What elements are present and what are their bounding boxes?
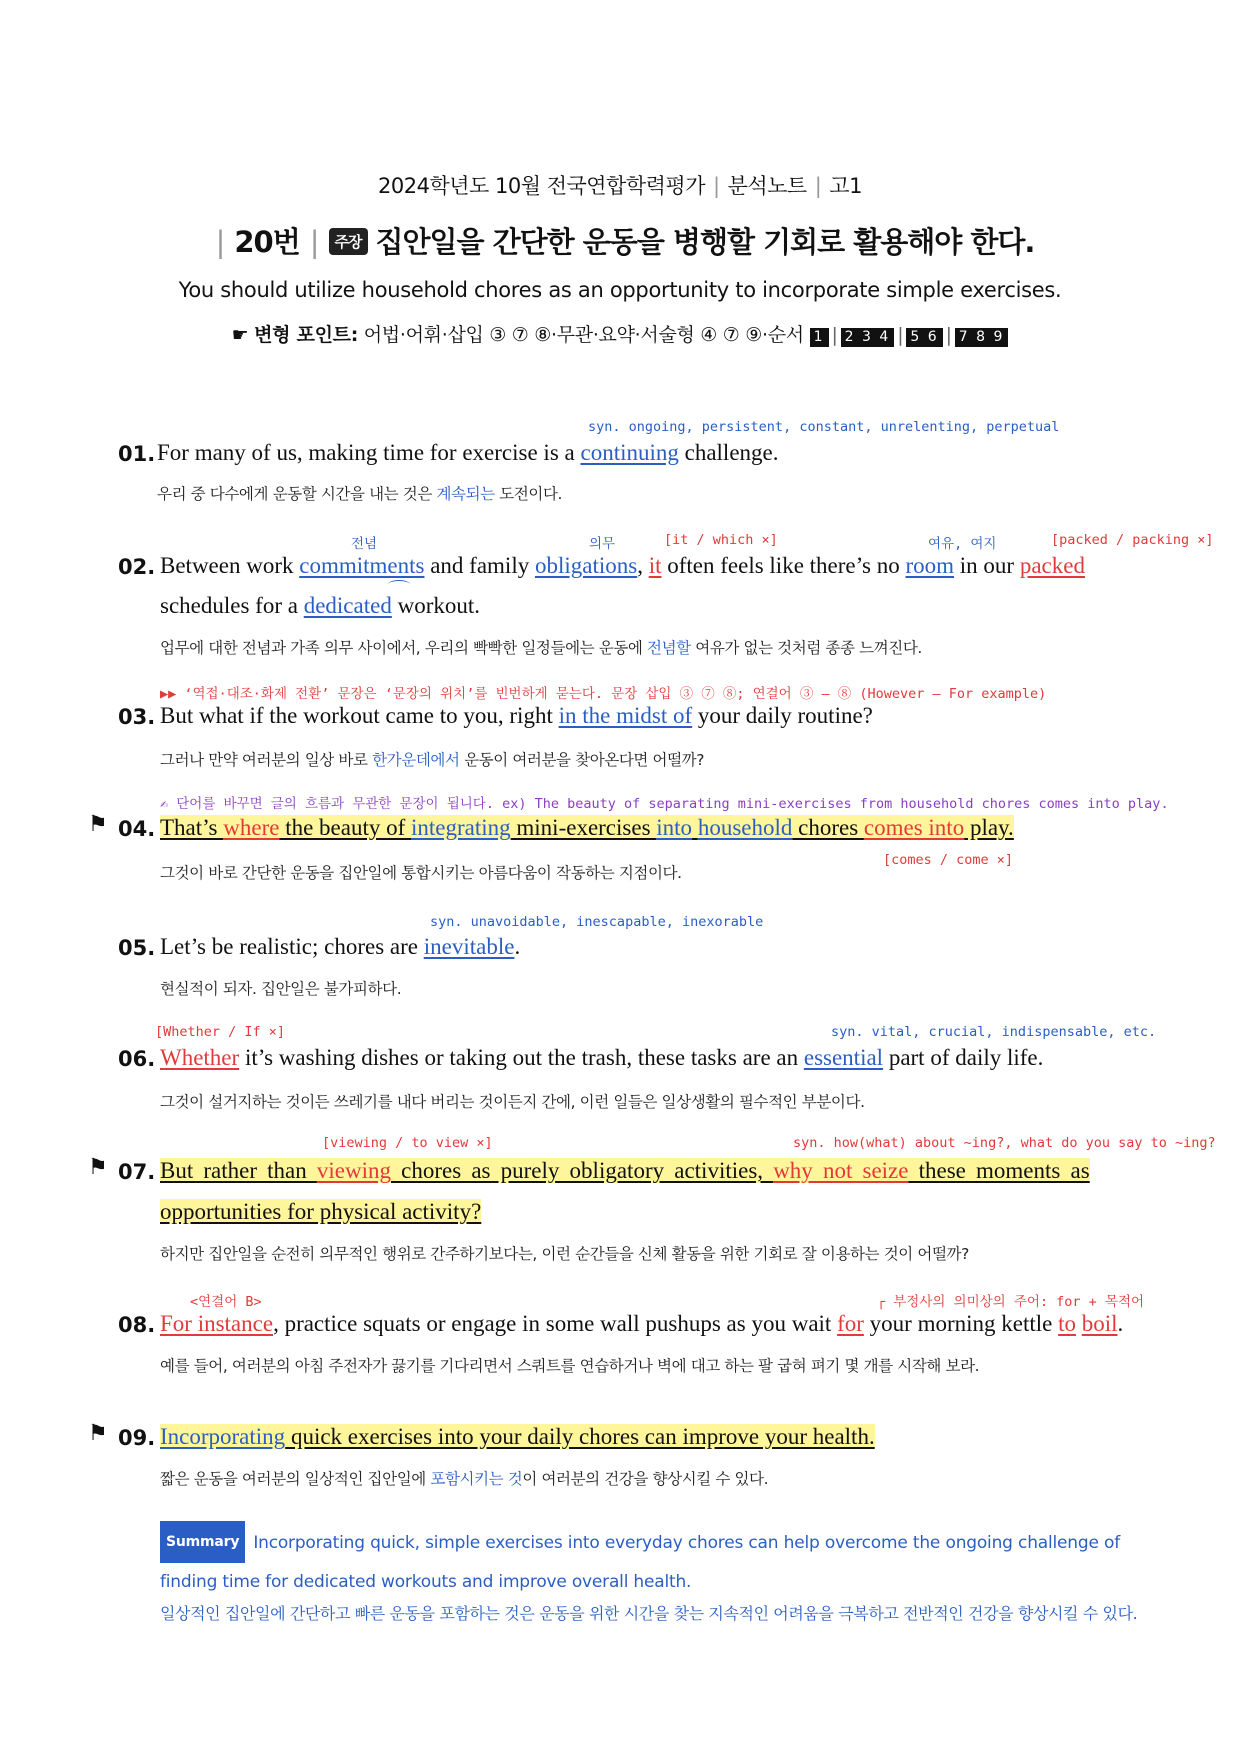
- highlighted-sentence: [160, 1158, 1090, 1183]
- grammar-word: where: [223, 815, 280, 840]
- header-part2: 분석노트: [727, 174, 807, 198]
- flag-icon: ⚑: [88, 1155, 108, 1180]
- key-word: in the midst of: [558, 703, 693, 728]
- text-run: .: [1117, 1311, 1124, 1336]
- sentence-05: [160, 934, 520, 960]
- text-run: the beauty of: [279, 815, 412, 840]
- highlighted-sentence: opportunities for physical activity?: [160, 1199, 482, 1224]
- title-text: 집안일을 간단한 운동을 병행할 기회로 활용해야 한다.: [375, 225, 1035, 259]
- text-run: chores: [792, 815, 864, 840]
- word-note: 여유, 여지: [928, 536, 997, 552]
- text-run: your morning kettle: [863, 1311, 1059, 1336]
- sentence-number: 04.: [118, 817, 156, 841]
- synonym-note: syn. ongoing, persistent, constant, unrelenting, perpetual: [588, 419, 1060, 435]
- text-run: ,: [637, 553, 649, 578]
- key-word-ko: 한가운데에서: [372, 751, 460, 769]
- key-word: essential: [803, 1045, 884, 1070]
- sentence-08: [160, 1311, 1123, 1337]
- text-run: quick exercises into your daily chores can improve your health.: [285, 1424, 875, 1449]
- sentence-03: [160, 703, 873, 729]
- text-run: it’s washing dishes or taking out the trash, these tasks are an: [239, 1045, 804, 1070]
- text-run: 운동이 여러분을 찾아온다면 어떨까?: [459, 751, 705, 769]
- sentence-number: 03.: [118, 705, 156, 729]
- text-run: 도전이다.: [494, 485, 563, 503]
- text-run: part of daily life.: [883, 1045, 1044, 1070]
- text-run: 우리 중 다수에게 운동할 시간을 내는 것은: [157, 485, 437, 503]
- topic-tag: 주장: [329, 228, 368, 255]
- grammar-word: why not seize: [773, 1158, 909, 1183]
- text-run: play.: [964, 815, 1014, 840]
- summary-korean: 일상적인 집안일에 간단하고 빠른 운동을 포함하는 것은 운동을 위한 시간을 찾는 지속적인 어려움을 극복하고 전반적인 건강을 향상시킬 수 있다.: [160, 1604, 1138, 1623]
- summary-text: Incorporating quick, simple exercises into everyday chores can help overcome the ongoing challenge of finding time for dedicated workouts and improve overall health.: [160, 1533, 1120, 1592]
- synonym-note: syn. vital, crucial, indispensable, etc.: [831, 1024, 1157, 1040]
- translation-05: 현실적이 되자. 집안일은 불가피하다.: [160, 980, 402, 998]
- grammar-note: [it / which ×]: [664, 532, 778, 548]
- text-run: challenge.: [678, 440, 779, 465]
- text-run: .: [514, 934, 521, 959]
- text-run: 여유가 없는 것처럼 종종 느껴진다.: [690, 639, 922, 657]
- key-word-ko: 전념할: [647, 639, 691, 657]
- exam-name: 2024학년도 10월 전국연합학력평가: [378, 174, 705, 198]
- writing-tip-note: ✍ 단어를 바꾸면 글의 흐름과 무관한 문장이 됩니다. ex) The beauty of separating mini-exercises from household chores comes into play.: [160, 796, 1169, 812]
- translation-03: [160, 748, 704, 770]
- order-box: 7 8 9: [955, 328, 1009, 347]
- sentence-07-line2: [160, 1199, 481, 1225]
- translation-01: [157, 482, 562, 504]
- text-run: For many of us, making time for exercise is a: [157, 440, 581, 465]
- text-run: , practice squats or engage in some wall pushups as you wait: [273, 1311, 838, 1336]
- key-word: household: [697, 815, 793, 840]
- text-run: these moments as: [908, 1158, 1090, 1183]
- text-run: in our: [954, 553, 1020, 578]
- expression-note: syn. how(what) about ~ing?, what do you say to ~ing?: [793, 1135, 1216, 1151]
- order-box: 5 6: [906, 328, 942, 347]
- key-word: commitments: [299, 553, 425, 578]
- translation-06: 그것이 설거지하는 것이든 쓰레기를 내다 버리는 것이든지 간에, 이런 일들은 일상생활의 필수적인 부분이다.: [160, 1093, 865, 1111]
- key-word: inevitable: [423, 934, 515, 959]
- grammar-note: ┌ 부정사의 의미상의 주어: for + 목적어: [877, 1294, 1145, 1310]
- text-run: chores as purely obligatory activities,: [391, 1158, 774, 1183]
- document-header: 2024학년도 10월 전국연합학력평가 | 분석노트 | 고1: [378, 174, 862, 198]
- connector-note: <연결어 B>: [190, 1294, 262, 1310]
- header-part3: 고1: [829, 174, 862, 198]
- key-word: continuing: [580, 440, 679, 465]
- text-run: mini-exercises: [510, 815, 657, 840]
- translation-08: 예를 들어, 여러분의 아침 주전자가 끓기를 기다리면서 스쿼트를 연습하거나 벽에 대고 하는 팔 굽혀 펴기 몇 개를 시작해 보라.: [160, 1357, 980, 1375]
- flag-icon: ⚑: [88, 812, 108, 837]
- translation-09: [160, 1467, 768, 1489]
- sentence-09: [160, 1424, 875, 1450]
- sentence-number: 08.: [118, 1313, 156, 1337]
- sentence-06: [160, 1045, 1043, 1071]
- points-text: 어법·어휘·삽입 ③ ⑦ ⑧·무관·요약·서술형 ④ ⑦ ⑨·순서: [363, 324, 804, 346]
- word-note: 의무: [589, 536, 616, 552]
- grammar-word: viewing: [316, 1158, 392, 1183]
- grammar-word: packed: [1019, 553, 1085, 578]
- flag-icon: ⚑: [88, 1421, 108, 1446]
- text-run: and family: [424, 553, 535, 578]
- key-word-ko: 포함시키는 것: [430, 1470, 523, 1488]
- grammar-word: Whether: [160, 1045, 240, 1070]
- translation-02: [160, 636, 922, 658]
- key-word: into: [656, 815, 693, 840]
- synonym-note: syn. unavoidable, inescapable, inexorable: [430, 914, 764, 930]
- highlighted-sentence: [160, 815, 1014, 840]
- points-label: 변형 포인트:: [254, 324, 358, 346]
- order-box: 1: [810, 328, 829, 347]
- grammar-word: boil: [1081, 1311, 1118, 1336]
- exam-tip-note: ▶▶ ‘역접·대조·화제 전환’ 문장은 ‘문장의 위치’를 빈번하게 묻는다. 문장 삽입 ③ ⑦ ⑧; 연결어 ③ – ⑧ (However – For example): [160, 686, 1047, 702]
- text-run: schedules for a: [160, 593, 304, 618]
- grammar-note: [viewing / to view ×]: [322, 1135, 493, 1151]
- word-note: 전념: [351, 536, 378, 552]
- sentence-number: 02.: [118, 555, 156, 579]
- question-number: 20번: [234, 225, 300, 259]
- hand-icon: ☛: [231, 324, 249, 346]
- text-run: That’s: [160, 815, 224, 840]
- key-word-ko: 계속되는: [436, 485, 495, 503]
- key-word: dedicated: [303, 593, 392, 618]
- sentence-01: [157, 440, 779, 466]
- grammar-word: it: [648, 553, 662, 578]
- sentence-number: 06.: [118, 1047, 156, 1071]
- highlighted-sentence: [160, 1424, 875, 1449]
- sentence-04: [160, 815, 1014, 841]
- key-word: Incorporating: [160, 1424, 286, 1449]
- text-run: workout.: [391, 593, 480, 618]
- text-run: 짧은 운동을 여러분의 일상적인 집안일에: [160, 1470, 431, 1488]
- grammar-word: comes into: [863, 815, 965, 840]
- order-box: 2 3 4: [841, 328, 895, 347]
- sentence-02: [160, 553, 1085, 579]
- grammar-word: to: [1058, 1311, 1076, 1336]
- page-title: | 20번 | 주장 집안일을 간단한 운동을 병행할 기회로 활용해야 한다.: [215, 225, 1035, 259]
- variation-points: ☛ 변형 포인트: 어법·어휘·삽입 ③ ⑦ ⑧·무관·요약·서술형 ④ ⑦ ⑨·순서 1 | 2 3 4 | 5 6 | 7 8 9: [0, 320, 1240, 347]
- summary-badge: Summary: [160, 1521, 245, 1563]
- sentence-02-line2: [160, 593, 480, 619]
- key-word: integrating: [411, 815, 511, 840]
- subtitle: You should utilize household chores as an opportunity to incorporate simple exercises.: [178, 278, 1062, 302]
- text-run: Between work: [160, 553, 300, 578]
- key-word: room: [905, 553, 955, 578]
- grammar-note: [Whether / If ×]: [155, 1024, 286, 1040]
- modifier-arc: [388, 580, 410, 589]
- translation-04: 그것이 바로 간단한 운동을 집안일에 통합시키는 아름다움이 작동하는 지점이다.: [160, 864, 682, 882]
- text-run: 이 여러분의 건강을 향상시킬 수 있다.: [522, 1470, 769, 1488]
- text-run: 그러나 만약 여러분의 일상 바로: [160, 751, 373, 769]
- grammar-note: [packed / packing ×]: [1051, 532, 1214, 548]
- text-run: But what if the workout came to you, right: [160, 703, 559, 728]
- summary-english: [160, 1521, 1120, 1601]
- sentence-number: 09.: [118, 1426, 156, 1450]
- grammar-note: [comes / come ×]: [883, 852, 1014, 868]
- sentence-number: 07.: [118, 1160, 156, 1184]
- grammar-word: for: [837, 1311, 864, 1336]
- text-run: 업무에 대한 전념과 가족 의무 사이에서, 우리의 빡빡한 일정들에는 운동에: [160, 639, 647, 657]
- sentence-07: [160, 1158, 1090, 1184]
- grammar-word: For instance: [160, 1311, 274, 1336]
- translation-07: 하지만 집안일을 순전히 의무적인 행위로 간주하기보다는, 이런 순간들을 신체 활동을 위한 기회로 잘 이용하는 것이 어떨까?: [160, 1245, 969, 1263]
- sentence-number: 01.: [118, 442, 156, 466]
- sentence-number: 05.: [118, 936, 156, 960]
- text-run: often feels like there’s no: [661, 553, 906, 578]
- text-run: Let’s be realistic; chores are: [160, 934, 424, 959]
- key-word: obligations: [534, 553, 638, 578]
- text-run: your daily routine?: [692, 703, 873, 728]
- text-run: But rather than: [160, 1158, 317, 1183]
